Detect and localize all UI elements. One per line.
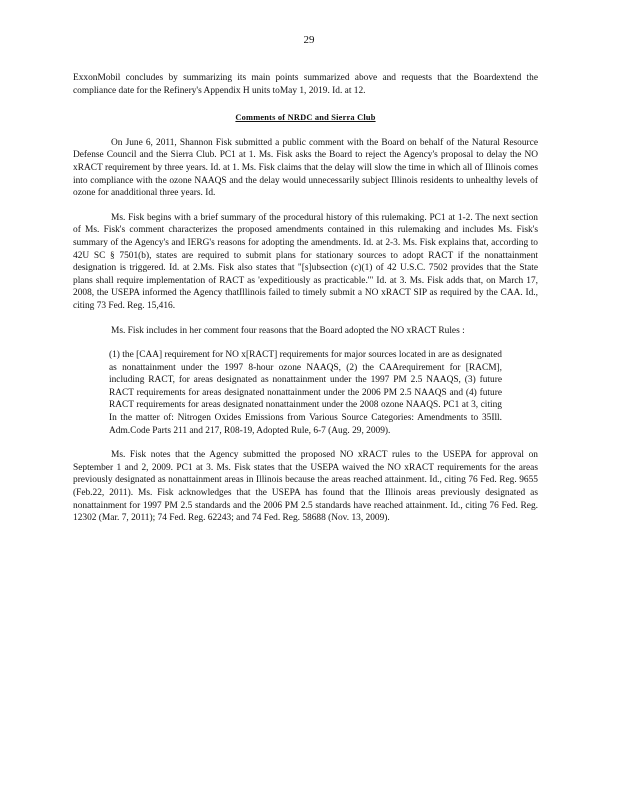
paragraph-procedural-history: Ms. Fisk begins with a brief summary of the procedural history of this rulemaking. PC1 at 1-2. The next section of Ms. Fisk's comment characterizes the proposed amendments contained in this rulemaking and includes Ms. Fisk's summary of the Agency's and IERG's reasons for adopting the amendments. Id. at 2-3. Ms. Fisk explains that, according to 42U SC § 7501(b), states are required to submit plans for stationary sources to adopt RACT if the nonattainment designation is triggered. Id. at 2.Ms. Fisk also states that "[s]ubsection (c)(1) of 42 U.S.C. 7502 provides that the State plans shall require implementation of RACT as 'expeditiously as practicable.'" Id. at 3. Ms. Fisk adds that, on March 17, 2008, the USEPA informed the Agency thatIllinois failed to timely submit a NO xRACT SIP as required by the CAA. Id., citing 73 Fed. Reg. 15,416. [73,212,538,311]
paragraph-exxonmobil-conclusion: ExxonMobil concludes by summarizing its main points summarized above and requests that the Boardextend the compliance date for the Refinery's Appendix H units toMay 1, 2019. Id. at 12. [73,73,538,96]
block-quote-reasons: (1) the [CAA] requirement for NO x[RACT] requirements for major sources located in are as designated as nonattainment under the 1997 8-hour ozone NAAQS, (2) the CAArequirement for [RACM], including RACT, for areas designated as nonattainment under the 1997 PM 2.5 NAAQS, (3) future RACT requirements for areas designated nonattainment under the 2006 PM 2.5 NAAQS and (4) future RACT requirements for areas designated nonattainment under the 2008 ozone NAAQS. PC1 at 3, citing In the matter of: Nitrogen Oxides Emissions from Various Source Categories: Amendments to 35Ill. Adm.Code Parts 211 and 217, R08-19, Adopted Rule, 6-7 (Aug. 29, 2009). [109,350,502,436]
paragraph-usepa-submission: Ms. Fisk notes that the Agency submitted the proposed NO xRACT rules to the USEPA for approval on September 1 and 2, 2009. PC1 at 3. Ms. Fisk states that the USEPA waived the NO xRACT requirements for the areas previously designated as nonattainment areas in Illinois because the areas reached attainment. Id., citing 76 Fed. Reg. 9655 (Feb.22, 2011). Ms. Fisk acknowledges that the USEPA has found that the Illinois areas previously designated as nonattainment for 1997 PM 2.5 standards and the 2006 PM 2.5 standards have reached attainment. Id., citing 76 Fed. Reg. 12302 (Mar. 7, 2011); 74 Fed. Reg. 62243; and 74 Fed. Reg. 58688 (Nov. 13, 2009). [73,450,538,524]
page-number: 29 [303,34,315,46]
paragraph-fisk-comment: On June 6, 2011, Shannon Fisk submitted a public comment with the Board on behalf of the Natural Resource Defense Council and the Sierra Club. PC1 at 1. Ms. Fisk asks the Board to reject the Agency's proposal to delay the NO xRACT requirement by three years. Id. at 1. Ms. Fisk claims that the delay will slow the time in which all of Illinois comes into compliance with the ozone NAAQS and the delay would unnecessarily subject Illinois residents to unhealthy levels of ozone for anadditional three years. Id. [73,137,538,199]
section-heading: Comments of NRDC and Sierra Club [235,113,376,123]
document-body [73,72,538,525]
paragraph-four-reasons: Ms. Fisk includes in her comment four reasons that the Board adopted the NO xRACT Rules : [111,325,465,336]
